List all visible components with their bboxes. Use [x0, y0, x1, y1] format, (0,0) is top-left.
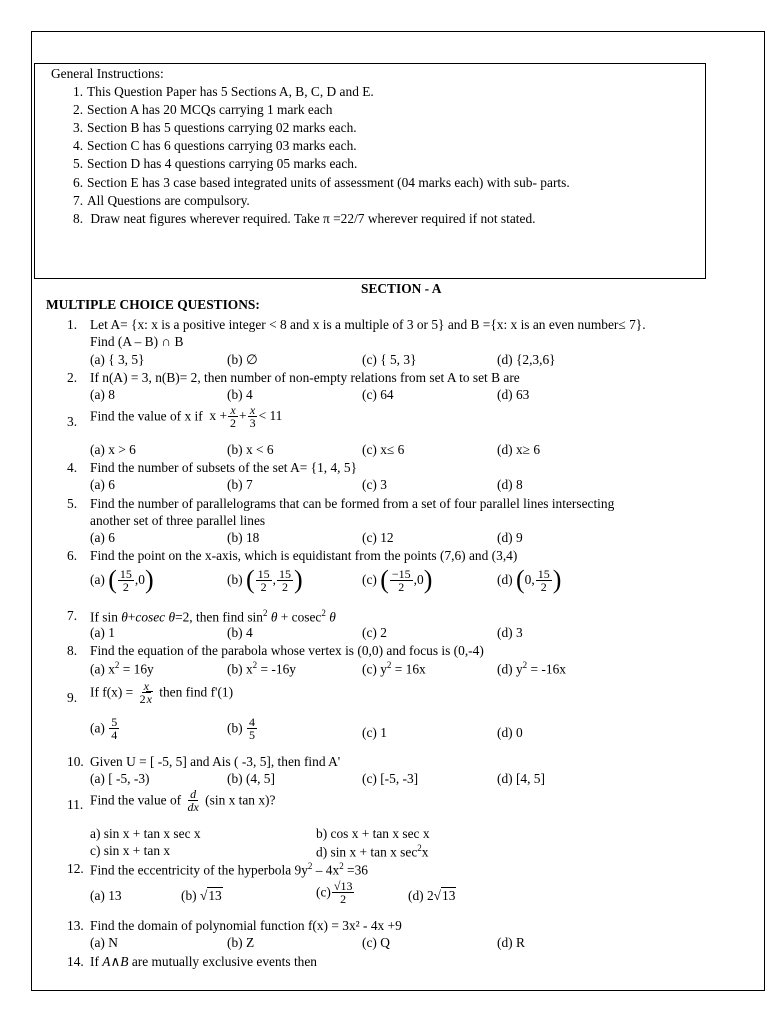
question-text: Find the point on the x-axis, which is equidistant from the points (7,6) and (3,4) — [90, 548, 518, 563]
question-number: 13. — [67, 918, 84, 933]
option-a: (a) ( $\frac{15}{2}$ ,0) — [90, 565, 154, 594]
option-c: (c) [-5, -3] — [362, 771, 419, 786]
option-c: (c) ( $\frac{-15}{2}$ ,0) — [362, 565, 433, 594]
instruction-item: 1. This Question Paper has 5 Sections A, B, C, D and E. — [73, 84, 374, 99]
option-d: (d) 3 — [497, 625, 523, 640]
question-text: Find the number of parallelograms that can be formed from a set of four parallel lines intersecting — [90, 496, 615, 511]
math-expression: x + $\frac{x}{2}$ + $\frac{x}{3}$ < 11 — [206, 403, 283, 430]
instructions-title: General Instructions: — [51, 66, 164, 81]
question-number: 4. — [67, 460, 78, 475]
option-a: (a) { 3, 5} — [90, 352, 145, 367]
option-c: (c) 2 — [362, 625, 387, 640]
option-b: (b) ( $\frac{15}{2}$ , $\frac{15}{2}$ ) — [227, 565, 303, 594]
question-text: Let A= {x: x is a positive integer < 8 and x is a multiple of 3 or 5} and B ={x: x is an even number≤ 7}. — [90, 317, 646, 332]
option-a: (a) x > 6 — [90, 442, 136, 457]
question-text: Given U = [ -5, 5] and Ais ( -3, 5], then find A' — [90, 754, 341, 769]
option-d: (d) 2√13 — [408, 888, 456, 903]
option-a: (a) 1 — [90, 625, 115, 640]
option-c: (c) $\frac{√13}{2}$ — [316, 879, 353, 906]
option-c: (c) 12 — [362, 530, 394, 545]
option-b: (b) 4 — [227, 387, 253, 402]
mcq-heading: MULTIPLE CHOICE QUESTIONS: — [46, 297, 260, 312]
option-a: (a) 13 — [90, 888, 122, 903]
option-d: (d) R — [497, 935, 525, 950]
instruction-item: 2. Section A has 20 MCQs carrying 1 mark each — [73, 102, 333, 117]
option-b: (b) 7 — [227, 477, 253, 492]
option-d: (d) 0 — [497, 725, 523, 740]
option-c: (c) $y^2 = 16x$ — [362, 660, 426, 677]
option-c: (c) { 5, 3} — [362, 352, 417, 367]
option-a: (a) $\frac{5}{4}$ — [90, 715, 118, 742]
option-d: (d) 63 — [497, 387, 530, 402]
option-a: (a) N — [90, 935, 118, 950]
question-number: 7. — [67, 608, 78, 623]
instruction-item: 7. All Questions are compulsory. — [73, 193, 250, 208]
option-b: b) cos x + tan x sec x — [316, 826, 430, 841]
option-c: (c) Q — [362, 935, 390, 950]
option-a: a) sin x + tan x sec x — [90, 826, 201, 841]
option-d: (d) (0, $\frac{15}{2}$ ) — [497, 565, 562, 594]
instruction-item: 5. Section D has 4 questions carrying 05 marks each. — [73, 156, 358, 171]
question-number: 2. — [67, 370, 78, 385]
option-d: (d) 9 — [497, 530, 523, 545]
question-text: Find the value of x if x + $\frac{x}{2}$ + $\frac{x}{3}$ < 11 — [90, 403, 283, 430]
question-text: Find the domain of polynomial function f(x) = 3x² - 4x +9 — [90, 918, 402, 933]
question-text: another set of three parallel lines — [90, 513, 266, 528]
question-number: 12. — [67, 861, 84, 876]
question-number: 1. — [67, 317, 78, 332]
question-text: Find the value of $\frac{d}{dx}$ (sin x tan x)? — [90, 787, 276, 814]
instruction-item: 6. Section E has 3 case based integrated units of assessment (04 marks each) with sub- parts. — [73, 175, 570, 190]
option-d: (d) $y^2 = -16x$ — [497, 660, 566, 677]
option-b: (b) x < 6 — [227, 442, 274, 457]
option-d: (d) {2,3,6} — [497, 352, 556, 367]
instruction-item: 4. Section C has 6 questions carrying 03 marks each. — [73, 138, 357, 153]
section-title: SECTION - A — [361, 281, 442, 296]
question-text: If A∧B are mutually exclusive events then — [90, 954, 318, 969]
option-d: (d) 8 — [497, 477, 523, 492]
option-c: (c) 3 — [362, 477, 387, 492]
option-b: (b) (4, 5] — [227, 771, 275, 786]
option-c: (c) 64 — [362, 387, 394, 402]
question-number: 6. — [67, 548, 78, 563]
option-b: (b) ∅ — [227, 352, 258, 367]
question-text: Find the eccentricity of the hyperbola $9y^2 - 4x^2 =36$ — [90, 861, 368, 878]
question-number: 10. — [67, 754, 84, 769]
option-a: (a) 6 — [90, 477, 115, 492]
instruction-item: 8. Draw neat figures wherever required. Take π =22/7 wherever required if not stated. — [73, 211, 536, 226]
question-text: If f(x) = $\frac{x}{2x}$ then find f'(1) — [90, 679, 234, 706]
option-a: (a) 8 — [90, 387, 115, 402]
option-d: (d) [4, 5] — [497, 771, 545, 786]
question-number: 11. — [67, 797, 84, 812]
option-b: (b) √13 — [181, 888, 222, 903]
option-d: d) sin x + tan x $\sec^2x$ — [316, 843, 429, 860]
question-number: 8. — [67, 643, 78, 658]
option-b: (b) 4 — [227, 625, 253, 640]
option-b: (b) 18 — [227, 530, 260, 545]
option-a: (a) 6 — [90, 530, 115, 545]
option-b: (b) $\frac{4}{5}$ — [227, 715, 255, 742]
option-a: (a) [ -5, -3) — [90, 771, 150, 786]
question-text: If sin θ+cosec θ=2, then find $\sin^2 \theta + cosec^2$ θ — [90, 608, 336, 625]
question-number: 5. — [67, 496, 78, 511]
question-number: 9. — [67, 690, 78, 705]
option-a: (a) $x^2 = 16y$ — [90, 660, 154, 677]
question-text: Find (A – B) ∩ B — [90, 334, 184, 349]
instruction-item: 3. Section B has 5 questions carrying 02 marks each. — [73, 120, 357, 135]
option-c: c) sin x + tan x — [90, 843, 171, 858]
option-d: (d) x≥ 6 — [497, 442, 541, 457]
question-text: If n(A) = 3, n(B)= 2, then number of non-empty relations from set A to set B are — [90, 370, 520, 385]
question-text: Find the number of subsets of the set A= {1, 4, 5} — [90, 460, 357, 475]
question-number: 14. — [67, 954, 84, 969]
option-b: (b) Z — [227, 935, 255, 950]
question-number: 3. — [67, 414, 78, 429]
option-c: (c) x≤ 6 — [362, 442, 405, 457]
option-c: (c) 1 — [362, 725, 387, 740]
option-b: (b) $x^2 = -16y$ — [227, 660, 296, 677]
question-text: Find the equation of the parabola whose vertex is (0,0) and focus is (0,-4) — [90, 643, 484, 658]
